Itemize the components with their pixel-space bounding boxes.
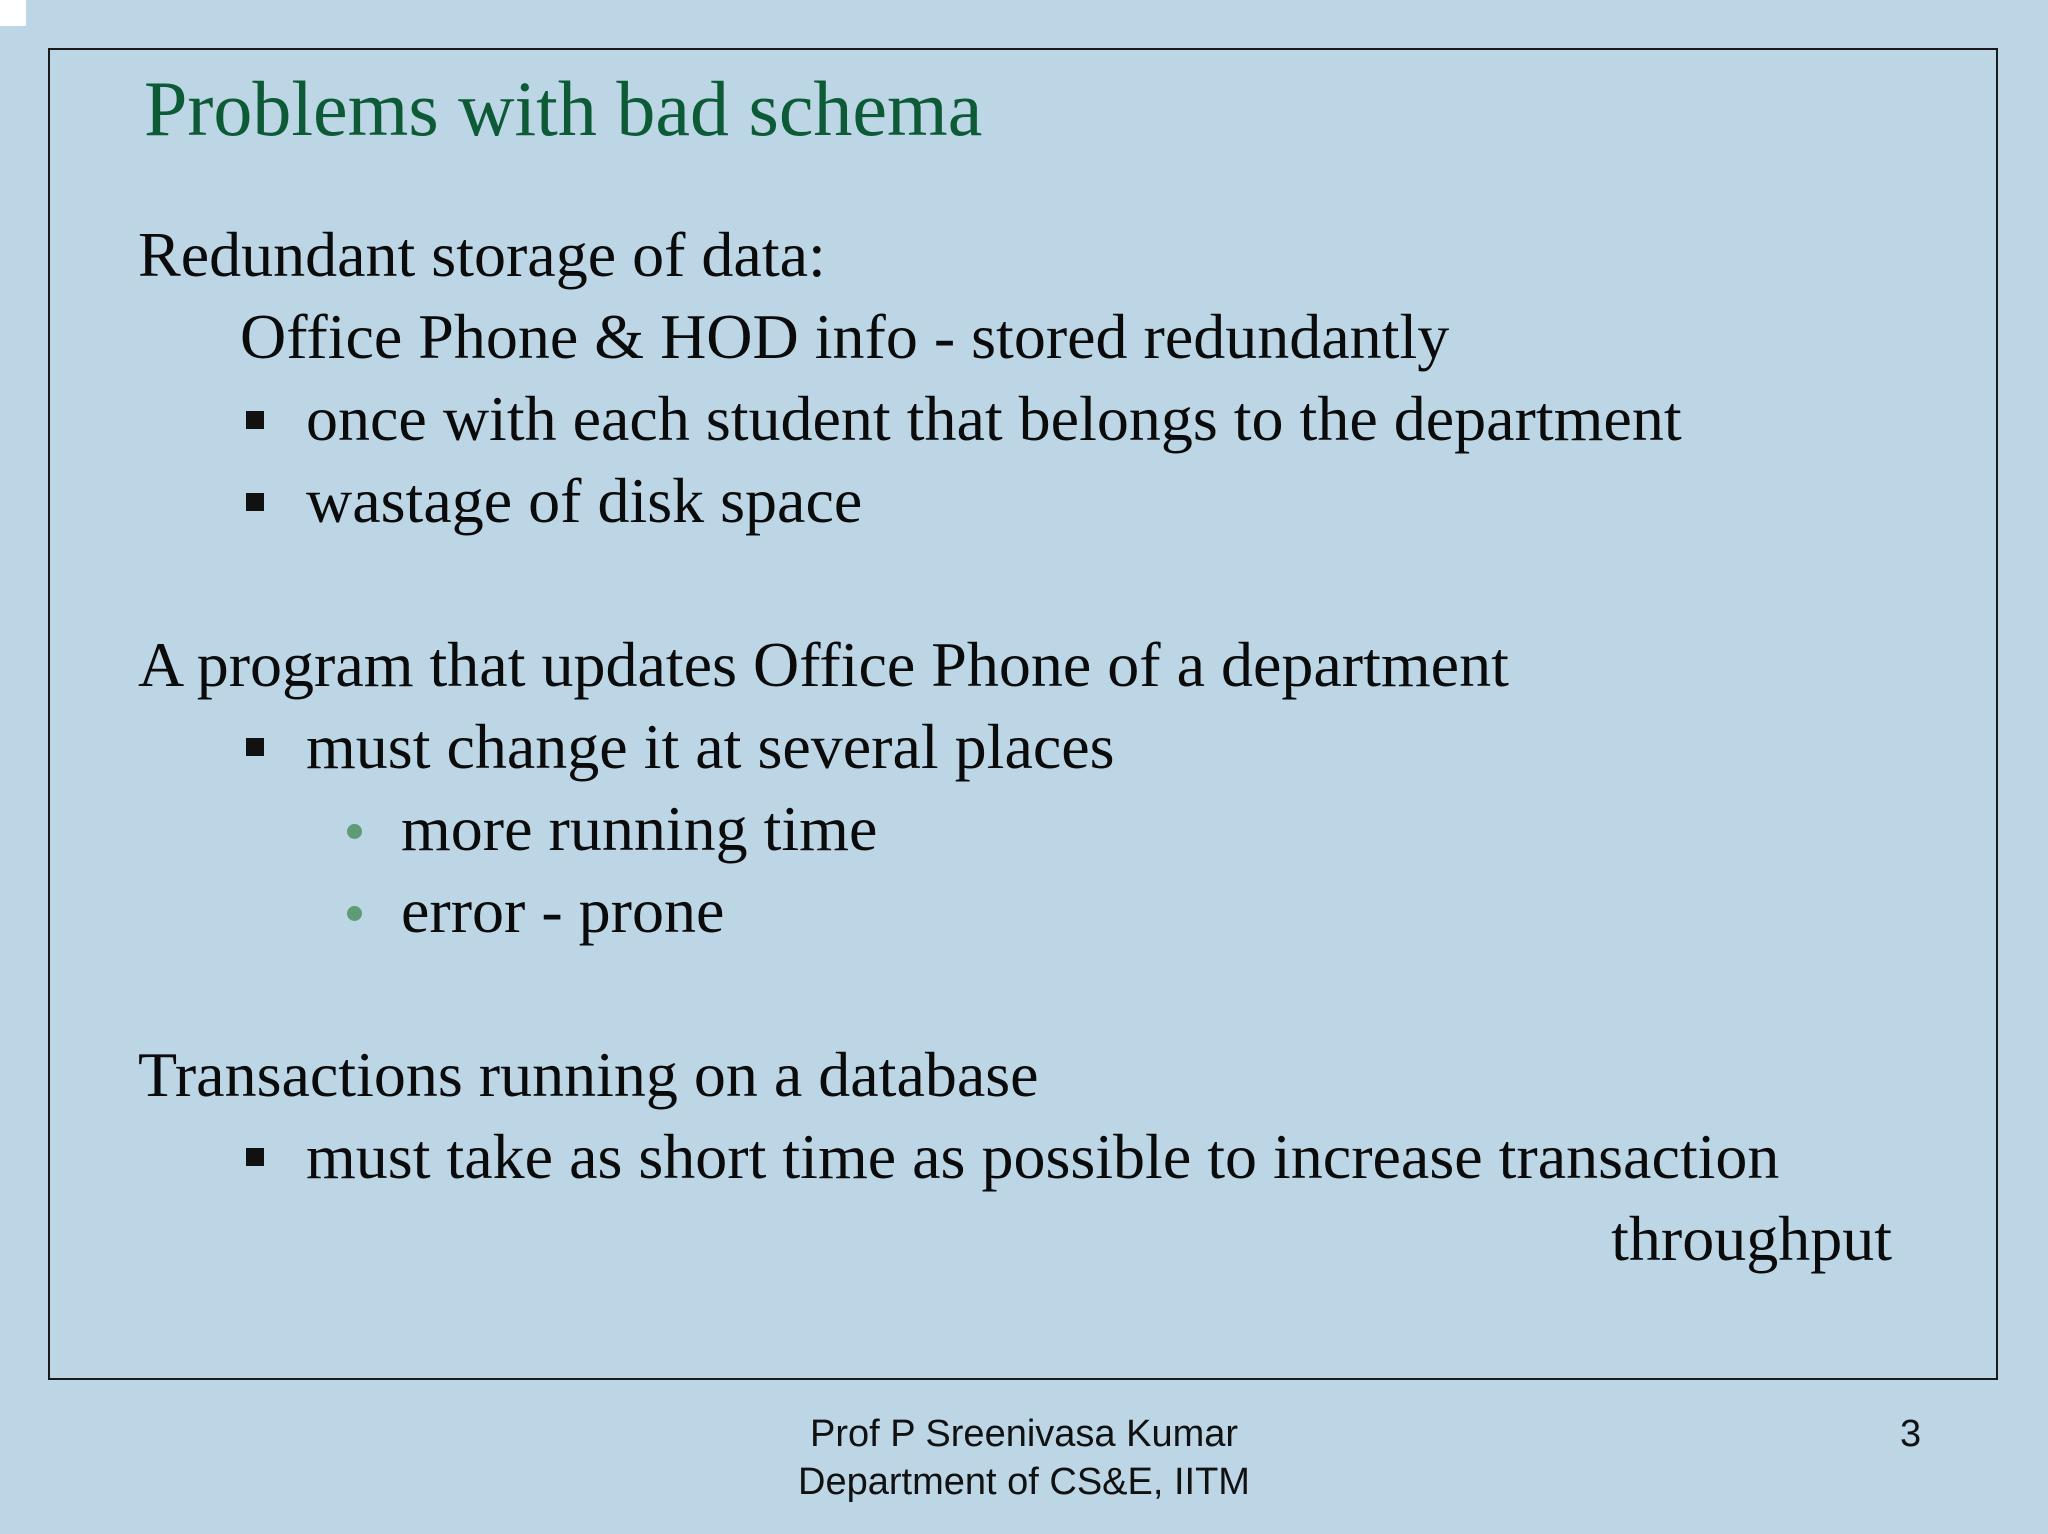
update-program-bullet: must change it at several places <box>306 711 1115 782</box>
page-number: 3 <box>1900 1413 1922 1455</box>
section-heading-transactions: Transactions running on a database <box>138 1039 1039 1110</box>
transactions-bullet-line-2: throughput <box>1611 1203 1892 1274</box>
footer-department: Department of CS&E, IITM <box>798 1461 1250 1503</box>
square-bullet-icon <box>246 411 264 429</box>
slide-footer <box>0 1410 2048 1506</box>
round-bullet-icon <box>347 824 362 839</box>
transactions-bullet-line-1: must take as short time as possible to increase transaction <box>306 1121 1780 1192</box>
square-bullet-icon <box>246 738 264 756</box>
round-bullet-icon <box>347 906 362 921</box>
redundancy-bullet-2: wastage of disk space <box>306 465 863 536</box>
redundancy-bullet-1: once with each student that belongs to the department <box>306 383 1682 454</box>
update-program-sub-bullet-1: more running time <box>401 793 878 864</box>
update-program-sub-bullet-2: error - prone <box>401 875 725 946</box>
corner-mark <box>0 0 26 26</box>
slide-title: Problems with bad schema <box>144 65 983 152</box>
square-bullet-icon <box>246 493 264 511</box>
section-heading-update-program: A program that updates Office Phone of a department <box>138 629 1509 700</box>
square-bullet-icon <box>246 1148 264 1166</box>
redundancy-subheading: Office Phone & HOD info - stored redundantly <box>240 301 1450 372</box>
section-heading-redundancy: Redundant storage of data: <box>138 219 826 290</box>
footer-author: Prof P Sreenivasa Kumar <box>809 1413 1239 1455</box>
